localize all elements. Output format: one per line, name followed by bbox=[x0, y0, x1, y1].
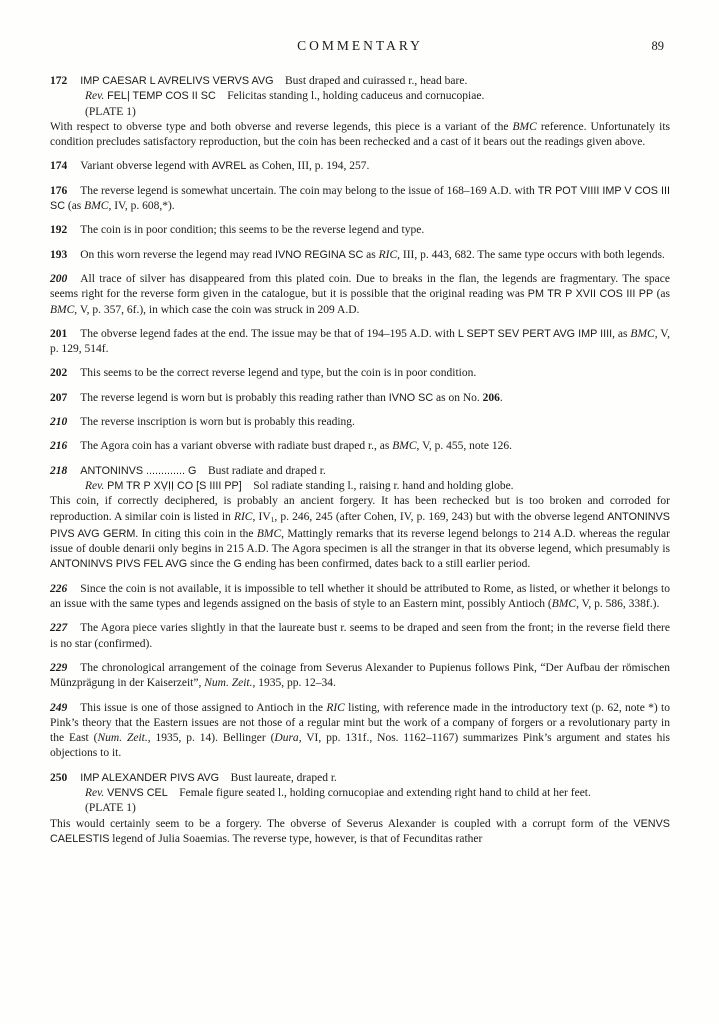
citation-text: BMC bbox=[84, 200, 109, 213]
entry-number: 249 bbox=[50, 701, 68, 714]
citation-text: BMC bbox=[551, 598, 577, 611]
body-text: , 1935, pp. 12–34. bbox=[252, 677, 336, 690]
citation-text: Rev. bbox=[85, 479, 105, 492]
body-text: as on No. bbox=[433, 391, 483, 404]
body-text: This would certainly seem to be a forgery. The obverse of Severus Alexander is coupled with a corrupt form of the bbox=[50, 817, 634, 830]
legend-text: G bbox=[233, 558, 242, 571]
entry-head bbox=[50, 391, 670, 406]
body-text: This coin, if correctly deciphered, is probably an ancient forgery. It has been rechecked but is too broken and corroded for reproduction. A similar coin is listed in bbox=[50, 495, 670, 523]
body-text: as bbox=[363, 248, 379, 261]
body-text: (PLATE 1) bbox=[85, 802, 136, 815]
legend-text: FEL| TEMP COS II SC bbox=[107, 90, 216, 103]
body-text: , Mattingly remarks that its reverse legend belongs to 214 A.D. whereas the regular issue of double denarii only begins in 215 A.D. The Agora specimen is all the stranger in that its obverse legend, which presumably is bbox=[50, 527, 670, 556]
entry-207 bbox=[50, 391, 670, 406]
citation-text: BMC bbox=[256, 527, 282, 540]
legend-text: ANTONINVS ............. G bbox=[80, 464, 197, 477]
entry-number: 250 bbox=[50, 771, 68, 784]
entry-number: 201 bbox=[50, 327, 68, 340]
body-text: , V, p. 455, note 126. bbox=[416, 440, 512, 453]
body-text: ending has been confirmed, dates back to a still earlier period. bbox=[241, 558, 531, 571]
running-title: COMMENTARY bbox=[297, 38, 423, 53]
legend-text: ANTONINVS PIVS AVG GERM bbox=[50, 510, 670, 540]
body-text: The chronological arrangement of the coinage from Severus Alexander to Pupienus follows Pink, “Der Aufbau der römischen Münzprägung in der Kaiserzeit”, bbox=[50, 661, 670, 690]
entry-number: 216 bbox=[50, 440, 68, 453]
legend-text: IVNO REGINA SC bbox=[275, 248, 364, 261]
citation-text: Num. Zeit. bbox=[204, 677, 253, 690]
entry-226 bbox=[50, 582, 670, 613]
legend-text: AVREL bbox=[211, 160, 247, 173]
entry-number: 200 bbox=[50, 272, 68, 285]
citation-text: Num. Zeit. bbox=[97, 732, 148, 745]
citation-text: BMC bbox=[50, 303, 75, 316]
body-text: Since the coin is not available, it is impossible to tell whether it should be attributed to Rome, as listed, or whether it belongs to an issue with the same types and legends assigned on the basis of style to an Eastern mint, possibly Antioch ( bbox=[50, 582, 670, 611]
body-text: Bust radiate and draped r. bbox=[196, 464, 326, 477]
body-text: Bust laureate, draped r. bbox=[219, 771, 337, 784]
body-text: , V, p. 129, 514f. bbox=[50, 327, 670, 356]
body-text: (as bbox=[653, 288, 670, 301]
entry-250 bbox=[50, 771, 670, 847]
body-text: The obverse legend fades at the end. The issue may be that of 194–195 A.D. with bbox=[80, 327, 458, 340]
entry-210 bbox=[50, 415, 670, 430]
entry-number: 218 bbox=[50, 464, 68, 477]
entry-number: 193 bbox=[50, 248, 68, 261]
entry-number: 176 bbox=[50, 184, 68, 197]
body-text: Sol radiate standing l., raising r. hand and holding globe. bbox=[241, 479, 514, 492]
legend-text: VENVS CEL bbox=[107, 786, 168, 799]
entry-head bbox=[50, 661, 670, 692]
body-text: , V, p. 357, 6f.), in which case the coin was struck in 209 A.D. bbox=[74, 303, 360, 316]
body-text: This issue is one of those assigned to Antioch in the bbox=[80, 701, 327, 714]
entry-head bbox=[50, 582, 670, 613]
entry-216 bbox=[50, 439, 670, 454]
entry-number: 174 bbox=[50, 160, 68, 173]
body-text: This seems to be the correct reverse legend and type, but the coin is in poor condition. bbox=[80, 367, 477, 380]
body-text: The reverse legend is somewhat uncertain. The coin may belong to the issue of 168–169 A.D. with bbox=[80, 184, 538, 197]
body-text: The reverse legend is worn but is probably this reading rather than bbox=[80, 391, 389, 404]
body-text: , III, p. 443, 682. The same type occurs with both legends. bbox=[397, 248, 665, 261]
body-text: listing, with reference made in the introductory text (p. 62, note *) to Pink’s theory that the Eastern issues are not those of a regular mint but the work of a company of forgers or a revolutionary party in the East ( bbox=[50, 701, 670, 745]
body-text: The Agora coin has a variant obverse with radiate bust draped r., as bbox=[80, 440, 393, 453]
para bbox=[50, 120, 670, 151]
entry-head bbox=[50, 248, 670, 263]
body-text: Felicitas standing l., holding caduceus and cornucopiae. bbox=[215, 90, 485, 103]
body-text: With respect to obverse type and both obverse and reverse legends, this piece is a variant of the bbox=[50, 120, 513, 133]
body-text: Female figure seated l., holding cornucopiae and extending right hand to child at her feet. bbox=[167, 786, 591, 799]
para bbox=[50, 817, 670, 848]
body-text: The coin is in poor condition; this seems to be the reverse legend and type. bbox=[80, 224, 425, 237]
legend-text: ANTONINVS PIVS FEL AVG bbox=[50, 558, 188, 571]
entry-number: 227 bbox=[50, 622, 68, 635]
body-text: , as bbox=[612, 327, 631, 340]
body-text: Bust draped and cuirassed r., head bare. bbox=[273, 75, 468, 87]
entry-head bbox=[50, 439, 670, 454]
entry-head bbox=[50, 74, 670, 89]
entry-number: 207 bbox=[50, 391, 68, 404]
entry-head bbox=[50, 159, 670, 174]
body-text: since the bbox=[187, 558, 234, 571]
entry-192 bbox=[50, 223, 670, 238]
entry-172 bbox=[50, 74, 670, 150]
rev-line bbox=[50, 786, 670, 801]
legend-text: VENVS CAELESTIS bbox=[50, 817, 670, 845]
body-text: , p. 246, 245 (after Cohen, IV, p. 169, 243) but with the obverse legend bbox=[274, 510, 608, 523]
legend-text: IMP CAESAR L AVRELIVS VERVS AVG bbox=[80, 75, 274, 87]
legend-text: PM TR P XVII COS III PP bbox=[527, 288, 654, 301]
body-text: as Cohen, III, p. 194, 257. bbox=[246, 160, 370, 173]
citation-text: Rev. bbox=[85, 786, 105, 799]
subscript-text: 1 bbox=[270, 514, 275, 524]
entry-218 bbox=[50, 464, 670, 573]
body-text: All trace of silver has disappeared from this plated coin. Due to breaks in the flan, the legends are fragmentary. The space seems right for the reverse form given in the catalogue, but it is possible that the original reading was bbox=[50, 272, 670, 301]
citation-text: Dura bbox=[274, 732, 299, 745]
entry-number: 226 bbox=[50, 582, 68, 595]
body-text: . bbox=[499, 391, 503, 404]
body-text: , IV bbox=[252, 510, 271, 523]
citation-text: RIC bbox=[378, 248, 398, 261]
legend-text: IVNO SC bbox=[388, 391, 434, 404]
body-text: , VI, pp. 131f., Nos. 1162–1167) summarizes Pink’s argument and states his objections to it. bbox=[50, 732, 670, 760]
para bbox=[50, 494, 670, 572]
page-number: 89 bbox=[651, 39, 664, 53]
entry-193 bbox=[50, 248, 670, 263]
citation-text: BMC bbox=[512, 120, 537, 133]
entry-174 bbox=[50, 159, 670, 174]
entry-head bbox=[50, 184, 670, 215]
plate-line bbox=[50, 801, 670, 816]
entry-head bbox=[50, 464, 670, 479]
entry-201 bbox=[50, 327, 670, 358]
citation-text: BMC bbox=[630, 327, 655, 340]
body-text: , IV, p. 608,*). bbox=[108, 200, 175, 213]
body-text: On this worn reverse the legend may read bbox=[80, 248, 276, 261]
body-text: Variant obverse legend with bbox=[80, 160, 212, 173]
entry-head bbox=[50, 771, 670, 786]
body-text: The Agora piece varies slightly in that the laureate bust r. seems to be draped and seen from the front; in the reverse field there is no star (confirmed). bbox=[50, 622, 670, 650]
body-text: (as bbox=[65, 200, 85, 213]
plate-line bbox=[50, 105, 670, 120]
entry-number: 202 bbox=[50, 367, 68, 380]
legend-text: TR POT VIIII IMP V COS III SC bbox=[50, 184, 670, 213]
body-text: . In citing this coin in the bbox=[135, 527, 257, 540]
entry-head bbox=[50, 366, 670, 381]
entry-head bbox=[50, 701, 670, 762]
entry-number: 229 bbox=[50, 661, 68, 674]
body-text: The reverse inscription is worn but is probably this reading. bbox=[80, 416, 355, 429]
body-text: , V, p. 586, 338f.). bbox=[576, 598, 660, 611]
entry-202 bbox=[50, 366, 670, 381]
entry-229 bbox=[50, 661, 670, 692]
entry-249 bbox=[50, 701, 670, 762]
entry-head bbox=[50, 223, 670, 238]
rev-line bbox=[50, 479, 670, 494]
citation-text: BMC bbox=[392, 440, 417, 453]
legend-text: L SEPT SEV PERT AVG IMP IIII bbox=[457, 327, 613, 340]
citation-text: RIC bbox=[233, 510, 253, 523]
entry-number: 210 bbox=[50, 416, 68, 429]
entry-number: 172 bbox=[50, 75, 68, 87]
entry-number: 192 bbox=[50, 224, 68, 237]
entry-head bbox=[50, 621, 670, 652]
body-text: (PLATE 1) bbox=[85, 105, 136, 118]
citation-text: Rev. bbox=[85, 90, 105, 103]
reference-number: 206 bbox=[482, 391, 500, 404]
body-text: legend of Julia Soaemias. The reverse type, however, is that of Fecunditas rather bbox=[109, 832, 483, 845]
page-header bbox=[50, 38, 670, 54]
legend-text: IMP ALEXANDER PIVS AVG bbox=[80, 771, 220, 784]
entry-176 bbox=[50, 184, 670, 215]
entry-200 bbox=[50, 272, 670, 318]
entry-head bbox=[50, 415, 670, 430]
citation-text: RIC bbox=[326, 701, 345, 714]
entry-head bbox=[50, 272, 670, 318]
body-text: , 1935, p. 14). Bellinger ( bbox=[147, 732, 275, 745]
entries bbox=[50, 74, 670, 847]
entry-head bbox=[50, 327, 670, 358]
entry-227 bbox=[50, 621, 670, 652]
rev-line bbox=[50, 89, 670, 104]
body-text: reference. Unfortunately its condition precludes satisfactory reproduction, but the coin has been rechecked and a cast of it bears out the readings given above. bbox=[50, 120, 670, 149]
legend-text: PM TR P XṾỊỊ CO [S IIII PP] bbox=[107, 479, 242, 492]
